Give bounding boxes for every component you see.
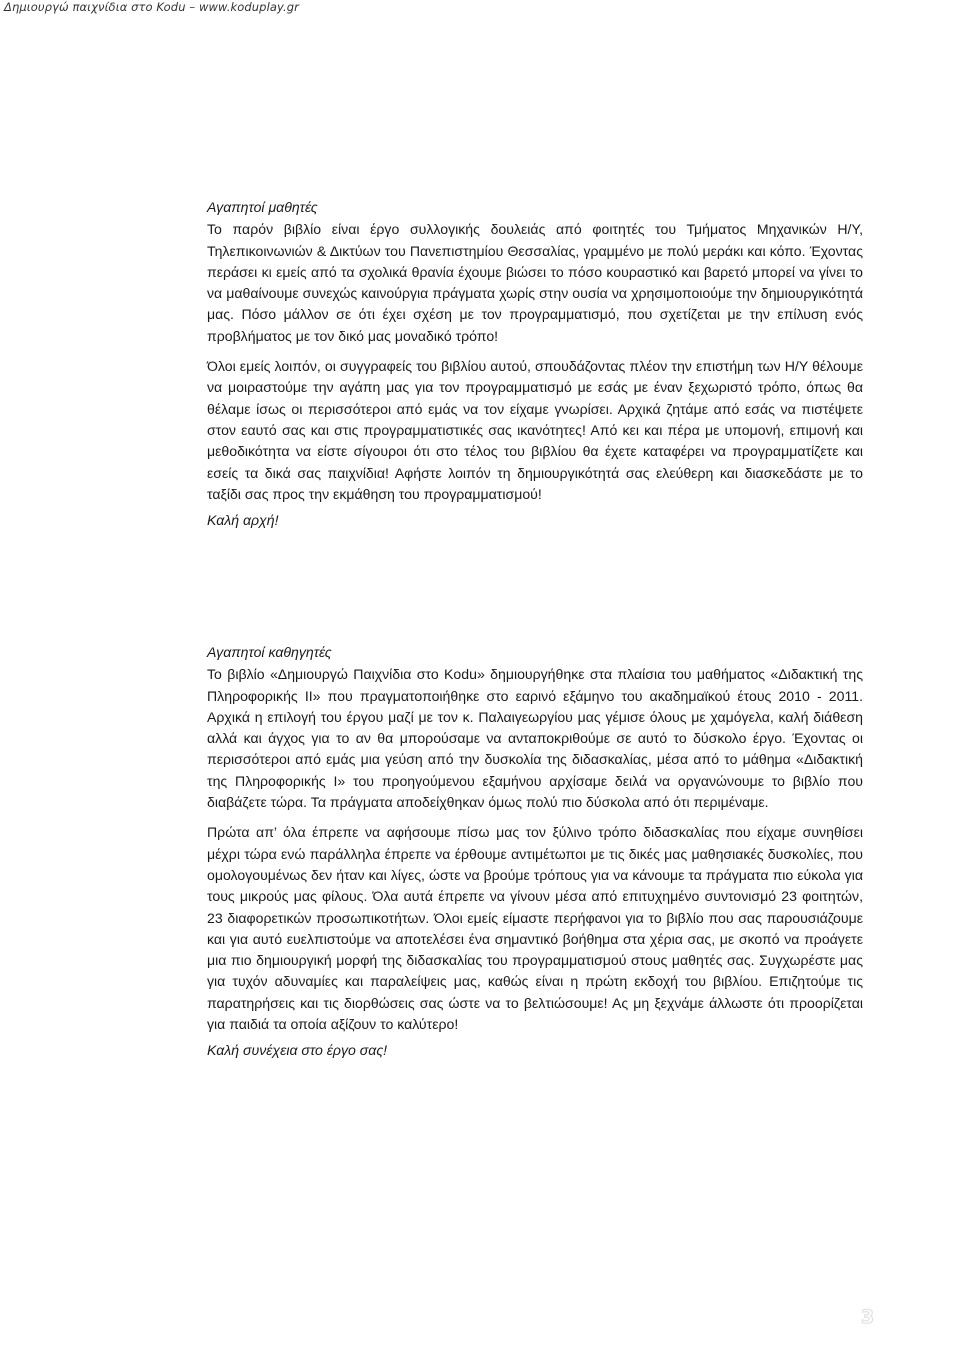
students-section <box>207 197 863 531</box>
running-header-title: Δημιουργώ παιχνίδια στο Kodu – www.koduplay.gr <box>4 0 300 14</box>
students-paragraph-2: Όλοι εμείς λοιπόν, οι συγγραφείς του βιβλίου αυτού, σπουδάζοντας πλέον την επιστήμη των Η/Υ θέλουμε να μοιραστούμε την αγάπη μας για τον προγραμματισμό με εσάς με έναν ξεχωριστό τρόπο, όπως θα θέλαμε ίσως οι περισσότεροι από εμάς να τον είχαμε γνωρίσει. Αρχικά ζητάμε από εσάς να πιστέψετε στον εαυτό σας και στις προγραμματιστικές σας ικανότητες! Από κει και πέρα με υπομονή, επιμονή και μεθοδικότητα να είστε σίγουροι ότι στο τέλος του βιβλίου θα έχετε καταφέρει να προγραμματίζετε και εσείς τα δικά σας παιχνίδια! Αφήστε λοιπόν τη δημιουργικότητά σας ελεύθερη και διασκεδάστε με το ταξίδι σας προς την εκμάθηση του προγραμματισμού! <box>207 358 863 502</box>
teachers-closing: Καλή συνέχεια στο έργο σας! <box>207 1042 388 1059</box>
teachers-paragraph-1: Το βιβλίο «Δημιουργώ Παιχνίδια στο Kodu» δημιουργήθηκε στα πλαίσια του μαθήματος «Διδακτική της Πληροφορικής ΙΙ» που πραγματοποιήθηκε στο εαρινό εξάμηνο του ακαδημαϊκού έτους 2010 - 2011. Αρχικά η επιλογή του έργου μαζί με τον κ. Παλαιγεωργίου μας γέμισε όλους με χαμόγελα, καλή διάθεση αλλά και άγχος για το αν θα μπορούσαμε να ανταποκριθούμε σε αυτό το δύσκολο έργο. Έχοντας οι περισσότεροι από εμάς μια γεύση από την δυσκολία της διδασκαλίας, μέσα από το μάθημα «Διδακτική της Πληροφορικής Ι» του προηγούμενου εξαμήνου αρχίσαμε δειλά να οργανώνουμε το βιβλίο που διαβάζετε τώρα. Τα πράγματα αποδείχθηκαν όμως πολύ πιο δύσκολα από ότι περιμέναμε. <box>207 666 863 811</box>
teachers-paragraph-2: Πρώτα απ’ όλα έπρεπε να αφήσουμε πίσω μας τον ξύλινο τρόπο διδασκαλίας που είχαμε συνηθίσει μέχρι τώρα ενώ παράλληλα έπρεπε να έρθουμε αντιμέτωποι με τις δικές μας μαθησιακές δυσκολίες, που ομολογουμένως δεν ήταν και λίγες, ώστε να βρούμε τρόπους για να κάνουμε τα πράγματα πιο εύκολα για τους μικρούς μας φίλους. Όλα αυτά έπρεπε να γίνουν μέσα από επιτυχημένο συντονισμό 23 φοιτητών, 23 διαφορετικών προσωπικοτήτων. Όλοι εμείς είμαστε περήφανοι για το βιβλίο που σας παρουσιάζουμε και για αυτό ευελπιστούμε να αποτελέσει ένα σημαντικό βοήθημα στα χέρια σας, με σκοπό να προάγετε μια πιο δημιουργική μορφή της διδασκαλίας του προγραμματισμού στους μαθητές σας. Συγχωρέστε μας για τυχόν αδυναμίες και παραλείψεις μας, καθώς είναι η πρώτη εκδοχή του βιβλίου. Επιζητούμε τις παρατηρήσεις και τις διορθώσεις σας ώστε να το βελτιώσουμε! Ας μη ξεχνάμε άλλωστε ότι προορίζεται για παιδιά τα οποία αξίζουν το καλύτερο! <box>207 824 863 1033</box>
students-closing: Καλή αρχή! <box>207 512 279 529</box>
students-paragraph-1: Το παρόν βιβλίο είναι έργο συλλογικής δουλειάς από φοιτητές του Τμήματος Μηχανικών Η/Υ, Τηλεπικοινωνιών & Δικτύων του Πανεπιστημίου Θεσσαλίας, γραμμένο με πολύ μεράκι και κόπο. Έχοντας περάσει κι εμείς από τα σχολικά θρανία έχουμε βιώσει το πόσο κουραστικό και βαρετό μπορεί να γίνει το να μαθαίνουμε συνεχώς καινούργια πράγματα χωρίς στην ουσία να χρησιμοποιούμε την δημιουργικότητά μας. Πόσο μάλλον σε ότι έχει σχέση με τον προγραμματισμό, που σχετίζεται με την επίλυση ενός προβλήματος με τον δικό μας μοναδικό τρόπο! <box>207 221 863 344</box>
page-number: 3 <box>861 1306 875 1328</box>
students-heading: Αγαπητοί μαθητές <box>207 199 318 215</box>
teachers-section <box>207 642 863 1062</box>
teachers-heading: Αγαπητοί καθηγητές <box>207 644 332 660</box>
